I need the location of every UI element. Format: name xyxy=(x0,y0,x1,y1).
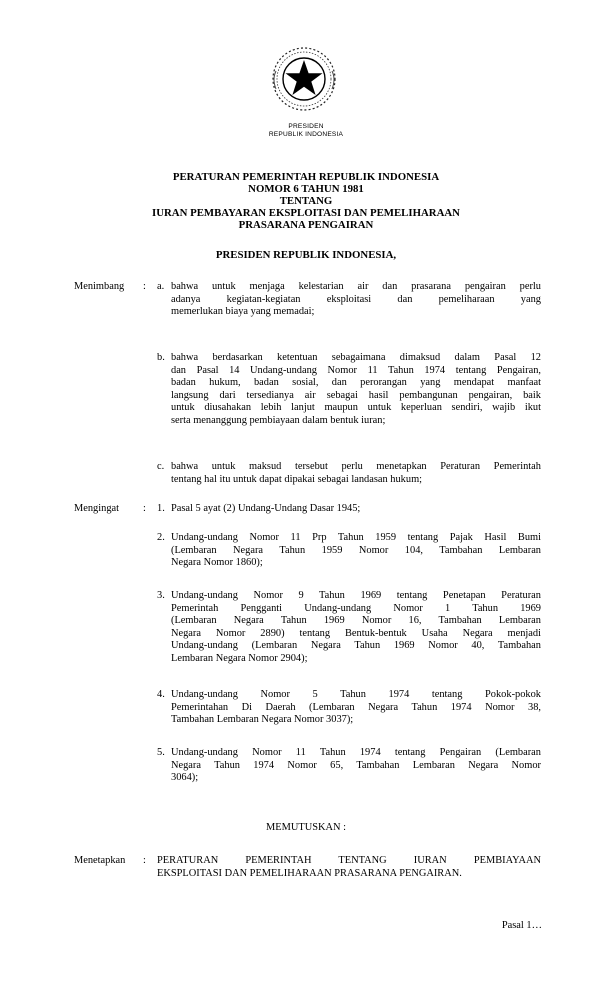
text-line: Pemerintahan Di Daerah (Lembaran Negara Tahun 1974 Nomor 38, xyxy=(171,701,541,713)
text-line: PERATURAN PEMERINTAH TENTANG IURAN PEMBIAYAAN xyxy=(157,855,541,866)
menimbang-marker-c: c. xyxy=(157,461,165,472)
office-line-1: PRESIDEN xyxy=(288,123,324,130)
text-line: (Lembaran Negara Tahun 1969 Nomor 16, Tambahan Lembaran xyxy=(171,615,541,627)
text-line: Undang-undang Nomor 11 Tahun 1974 tentang Pengairan (Lembaran xyxy=(171,747,541,758)
mengingat-marker-1: 1. xyxy=(157,503,165,514)
mengingat-colon: : xyxy=(143,503,146,514)
title-line-3: TENTANG xyxy=(279,195,333,207)
text-line: Undang-undang (Lembaran Negara Tahun 1969 Nomor 40, Tambahan xyxy=(171,640,541,652)
text-line: EKSPLOITASI DAN PEMELIHARAAN PRASARANA PENGAIRAN. xyxy=(157,867,462,879)
title-line-5: PRASARANA PENGAIRAN xyxy=(238,219,374,231)
menetapkan-text xyxy=(157,855,541,880)
menimbang-label: Menimbang xyxy=(74,281,125,292)
text-line: 3064); xyxy=(171,772,199,784)
office-line-2: REPUBLIK INDONESIA xyxy=(268,131,344,138)
menimbang-marker-a: a. xyxy=(157,281,165,292)
mengingat-marker-2: 2. xyxy=(157,532,165,543)
text-line: bahwa untuk maksud tersebut perlu menetapkan Peraturan Pemerintah xyxy=(171,461,541,472)
mengingat-marker-5: 5. xyxy=(157,747,165,758)
text-line: untuk diusahakan lebih lanjut maupun untuk keperluan sendiri, wajib ikut xyxy=(171,402,541,414)
garuda-star-emblem-icon xyxy=(268,43,340,115)
president-heading: PRESIDEN REPUBLIK INDONESIA, xyxy=(215,249,397,261)
text-line: bahwa untuk menjaga kelestarian air dan prasarana pengairan perlu xyxy=(171,281,541,292)
text-line: serta menanggung pembiayaan dalam bentuk iuran; xyxy=(171,414,386,426)
mengingat-marker-3: 3. xyxy=(157,590,165,601)
text-line: (Lembaran Negara Tahun 1959 Nomor 104, Tambahan Lembaran xyxy=(171,544,541,556)
text-line: adanya kegiatan-kegiatan eksploitasi dan pemeliharaan yang xyxy=(171,293,541,305)
text-line: Undang-undang Nomor 5 Tahun 1974 tentang Pokok-pokok xyxy=(171,689,541,700)
text-line: Negara Nomor 1860); xyxy=(171,557,263,569)
text-line: Undang-undang Nomor 11 Prp Tahun 1959 tentang Pajak Hasil Bumi xyxy=(171,532,541,543)
menetapkan-colon: : xyxy=(143,855,146,866)
menimbang-marker-b: b. xyxy=(157,352,165,363)
text-line: badan hukum, badan sosial, dan perorangan yang mendapat manfaat xyxy=(171,377,541,389)
title-line-1: PERATURAN PEMERINTAH REPUBLIK INDONESIA xyxy=(172,171,440,183)
text-line: Pemerintah Pengganti Undang-undang Nomor 1 Tahun 1969 xyxy=(171,602,541,614)
text-line: bahwa berdasarkan ketentuan sebagaimana dimaksud dalam Pasal 12 xyxy=(171,352,541,363)
mengingat-item-3 xyxy=(171,590,541,666)
next-page-reference: Pasal 1… xyxy=(501,920,542,931)
mengingat-label: Mengingat xyxy=(74,503,120,514)
menimbang-item-c xyxy=(171,461,541,486)
text-line: Negara Tahun 1974 Nomor 65, Tambahan Lembaran Negara Nomor xyxy=(171,759,541,771)
memutuskan-heading: MEMUTUSKAN : xyxy=(266,822,346,833)
title-line-2: NOMOR 6 TAHUN 1981 xyxy=(248,183,364,195)
menimbang-item-a xyxy=(171,281,541,319)
mengingat-item-5 xyxy=(171,747,541,785)
text-line: Negara Nomor 2890) tentang Bentuk-bentuk Usaha Negara menjadi xyxy=(171,627,541,639)
menimbang-item-b xyxy=(171,352,541,428)
mengingat-item-1 xyxy=(171,503,541,516)
text-line: dan Pasal 14 Undang-undang Nomor 11 Tahun 1974 tentang Pengairan, xyxy=(171,364,541,376)
title-line-4: IURAN PEMBAYARAN EKSPLOITASI DAN PEMELIHARAAN xyxy=(152,207,460,219)
mengingat-marker-4: 4. xyxy=(157,689,165,700)
mengingat-item-2 xyxy=(171,532,541,570)
text-line: Undang-undang Nomor 9 Tahun 1969 tentang Penetapan Peraturan xyxy=(171,590,541,601)
menimbang-colon: : xyxy=(143,281,146,292)
text-line: Pasal 5 ayat (2) Undang-Undang Dasar 1945; xyxy=(171,503,361,514)
menetapkan-label: Menetapkan xyxy=(74,855,126,866)
text-line: memerlukan biaya yang memadai; xyxy=(171,306,315,318)
text-line: Lembaran Negara Nomor 2904); xyxy=(171,652,308,664)
text-line: tentang hal itu untuk dapat dipakai sebagai landasan hukum; xyxy=(171,473,423,485)
mengingat-item-4 xyxy=(171,689,541,727)
text-line: Tambahan Lembaran Negara Nomor 3037); xyxy=(171,714,354,726)
text-line: langsung dari tersedianya air sebagai hasil pembangunan pengairan, baik xyxy=(171,389,541,401)
